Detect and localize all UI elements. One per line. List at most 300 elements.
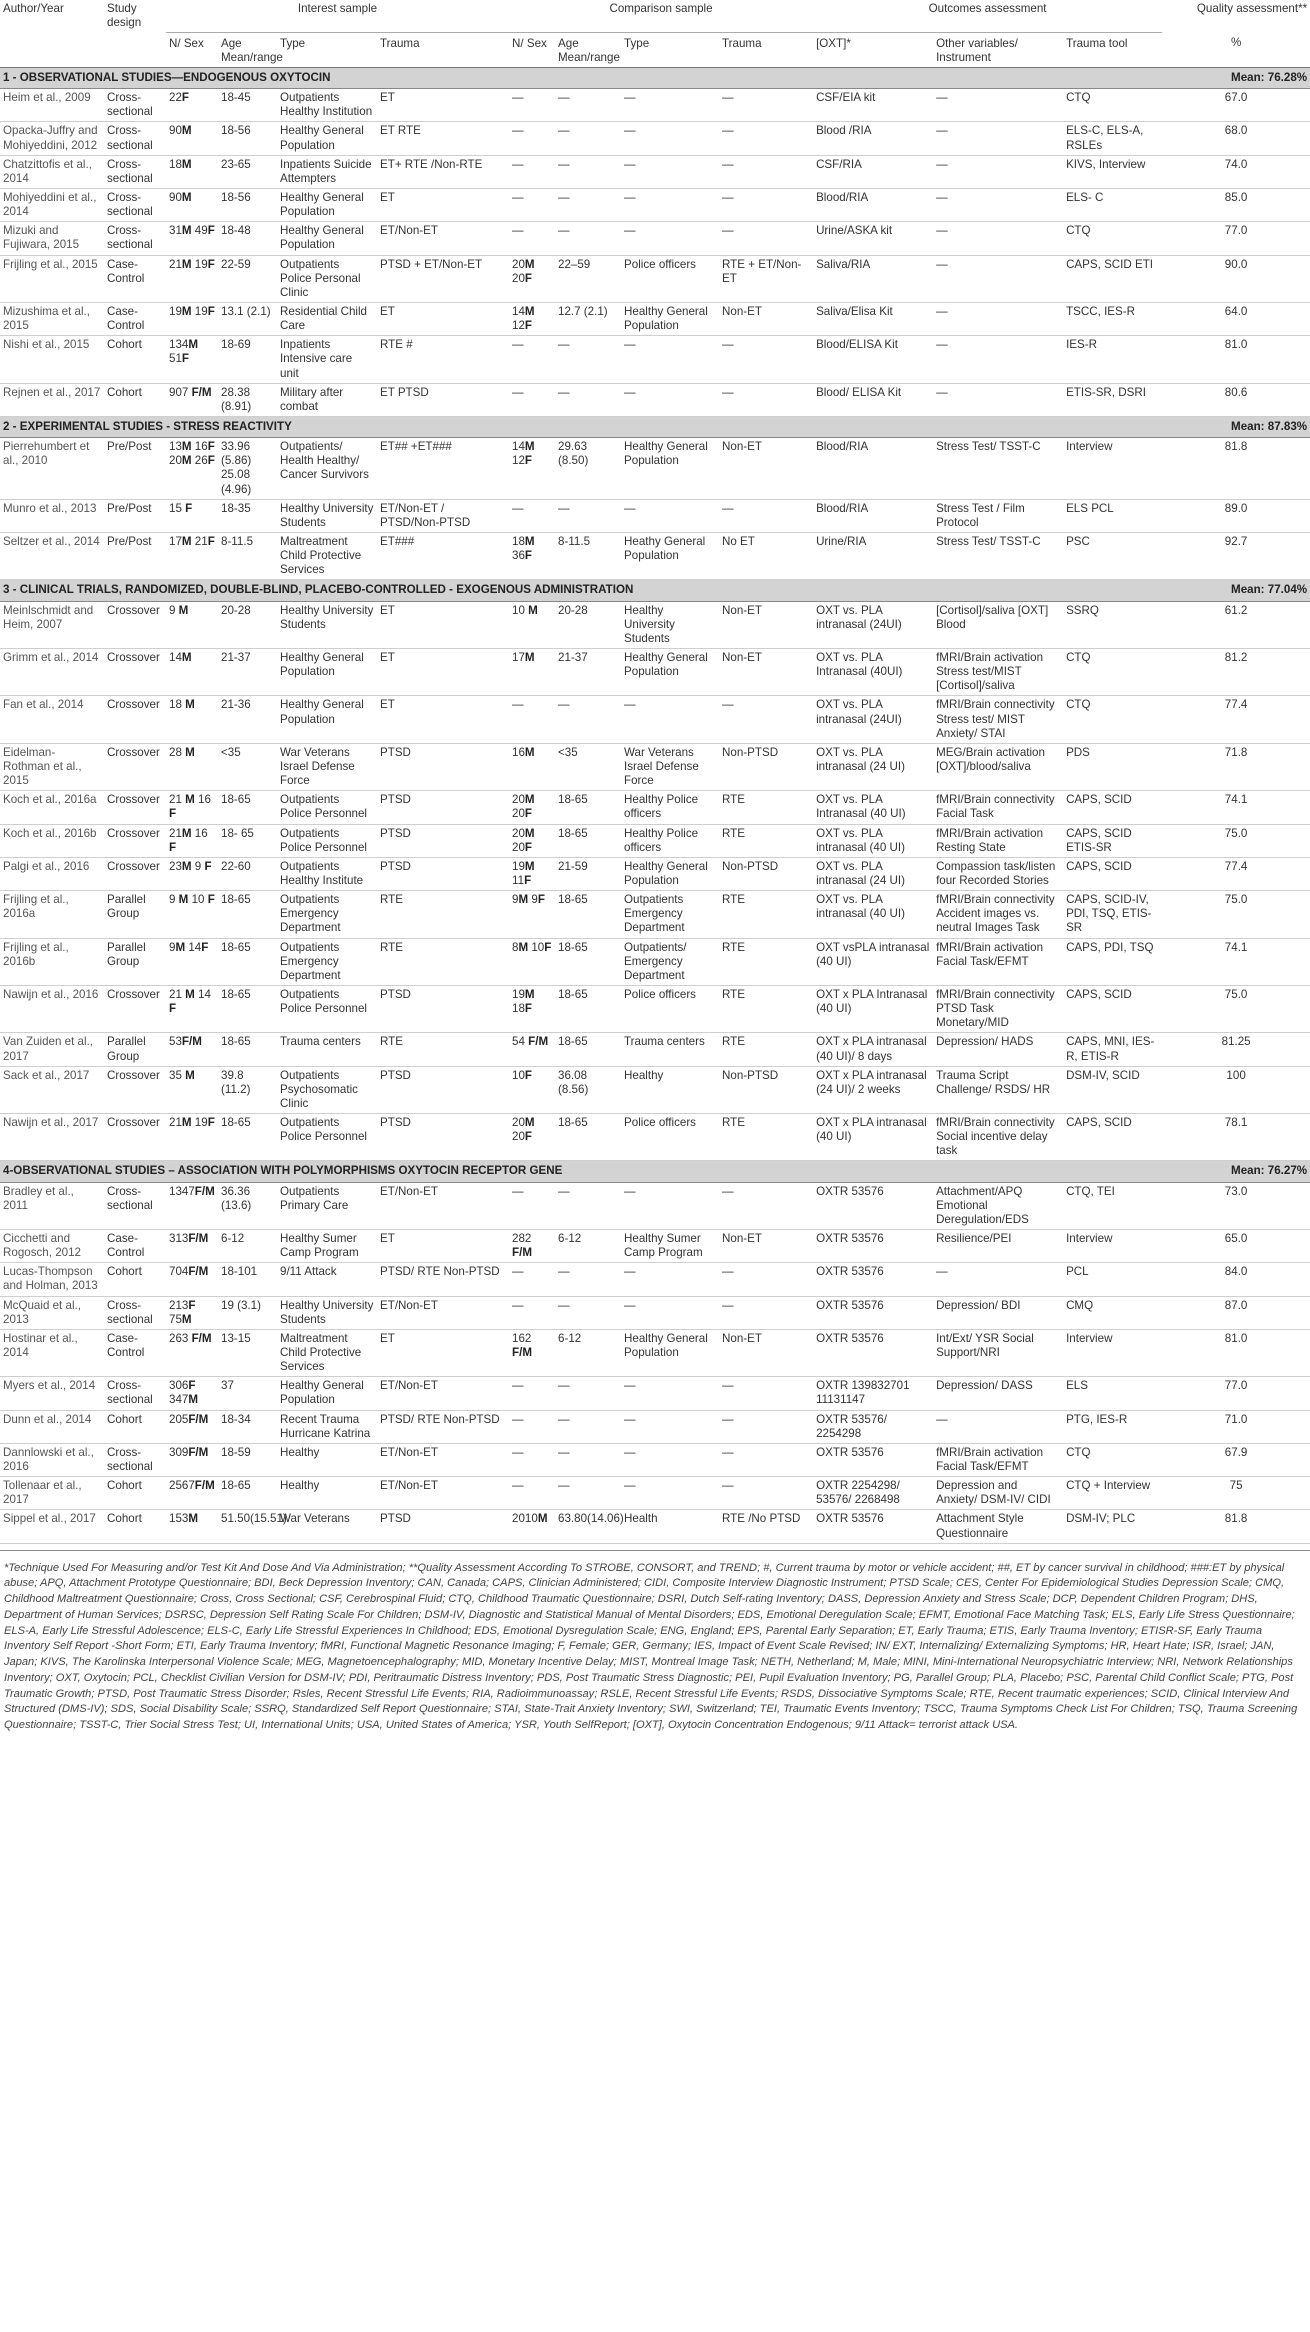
table-row [0,1477,1310,1510]
age-cell: 51.50(15.51) [218,1510,277,1543]
section-title: 2 - EXPERIMENTAL STUDIES - STRESS REACTIVITY [0,417,1063,438]
design-cell: Parallel Group [104,938,166,985]
table-row [0,791,1310,824]
comparison-type-cell: Health [621,1510,719,1543]
quality-cell: 78.1 [1162,1114,1310,1161]
header-study-design: Study design [107,2,142,30]
section-mean: Mean: 76.28% [1063,68,1310,89]
n-sex-cell: 28 M [166,743,218,790]
sex-marker: F/M [188,1232,209,1246]
comparison-age-cell: 18-65 [555,938,621,985]
footnote: *Technique Used For Measuring and/or Test Kit And Dose And Via Administration; **Quality Assessment According To STROBE, CONSORT, and TREND; #, Current trauma by motor or vehicle accident; ##, ET by cancer survival in childhood; ###:ET by physical abuse; APQ, Attachment Prototype Questionnaire; BDI, Beck Depression Inventory; CAN, Canada; CAPS, Clinician Administered; CIDI, Composite Interview Diagnostic Instrument; PTSD Scale; CES, Center For Epidemiological Studies Depression Scale; CMQ, Childhood Maltreatment Questionnaire; Cross, Cross Sectional; CSF, Cerebrospinal Fluid; CTQ, Childhood Traumatic Questionnaire; DSRI, Dutch Self-rating Inventory; DASS, Depression Anxiety and Stress Scale; DCP, Dependent Children Program; DHS, Department of Human Services; DSRSC, Depression Self Rating Scale For Children; DSM-IV, Diagnostic and Statistical Manual of Mental Disorders; EDS, Emotional Deregulation Scale; EFMT, Emotional Face Matching Task; ELS, Early Life Stress Questionnaire; ELS-A, Early Life Stressful Adolescence; ELS-C, Early Life Stressful Experiences In Childhood; EDS, Emotional Dysregulation Scale; ENG, England; EPS, Parental Early Separation; ET, Early Trauma; ETIS, Early Trauma Inventory; ETISR-SF, Early Trauma Inventory Self Report -Short Form; ETI, Early Trauma Inventory; fMRI, Functional Magnetic Resonance Imaging; F, Female; GER, Germany; IES, Impact of Event Scale Revised; IN/ EXT, Internalizing/ Externalizing Symptoms; HR, Heart Hate; ISR, Israel; JAN, Japan; KIVS, The Karolinska Interpersonal Violence Scale; MEG, Magnetoencephalography; MID, Monetary Incentive Delay; MIST, Montreal Image Task; NETH, Netherland; M, Male; MINI, Mini-International Neuropsychiatric Interview; NRI, Network Relationships Inventory; OXT, Oxytocin; PCL, Checklist Civilian Version for DSM-IV; PDI, Peritraumatic Distress Inventory; PDS, Post Traumatic Stress Diagnostic; PEI, Pupil Evaluation Inventory; PG, Parallel Group; PLA, Placebo; PSC, Parental Child Conflict Scale; PTG, Post Traumatic Growth; PTSD, Post Traumatic Stress Disorder; Rsles, Recent Stressful Life Events; RIA, Radioimmunoassay; RSLE, Recent Stressful Life Events; RSDS, Dissociative Symptoms Scale; RTE, Recent traumatic experiences; SCID, Clinical Interview And Structured (DMS-IV); SDS, Social Disability Scale; SSRQ, Standardized Self Report Questionnaire; STAI, State-Trait Anxiety Inventory; SWI, Switzerland; TEI, Traumatic Events Inventory; TSCC, Trauma Symptoms Check List For Children; TSQ, Trauma Screening Questionnaire; TSST-C, Trier Social Stress Test; UI, International Units; USA, United States of America; YSR, Youth SelfReport; [OXT], Oxytocin Concentration Endogenous; 9/11 Attack= terrorist attack USA. [0,1550,1310,1734]
table-row [0,1443,1310,1476]
comparison-trauma-cell: RTE [719,938,813,985]
sex-marker: F/M [194,1479,215,1493]
age-cell: 18-65 [218,938,277,985]
trauma-cell: ET/Non-ET [377,1296,509,1329]
design-cell: Crossover [104,985,166,1032]
header-trauma-tool: Trauma tool [1063,32,1162,67]
quality-cell: 77.4 [1162,857,1310,890]
trauma-tool-cell: SSRQ [1063,601,1162,648]
comparison-age-cell: 29.63 (8.50) [555,438,621,500]
comparison-type-cell: — [621,1263,719,1296]
comparison-trauma-cell: — [719,696,813,743]
age-cell: 18-56 [218,122,277,155]
sex-marker: F/M [188,1265,209,1279]
comparison-age-cell: 18-65 [555,1033,621,1066]
other-variables-cell: Stress Test/ TSST-C [933,438,1063,500]
design-cell: Crossover [104,601,166,648]
n-sex-cell: 13M 16F 20M 26F [166,438,218,500]
design-cell: Cohort [104,1410,166,1443]
comparison-n-sex-cell: — [509,1182,555,1229]
quality-cell: 75 [1162,1477,1310,1510]
trauma-tool-cell: ELS [1063,1377,1162,1410]
n-sex-cell: 153M [166,1510,218,1543]
comparison-type-cell: Healthy Sumer Camp Program [621,1230,719,1263]
type-cell: Maltreatment Child Protective Services [277,1329,377,1376]
sex-marker: F/M [188,1412,209,1426]
comparison-age-cell: — [555,696,621,743]
sex-marker: F [207,440,215,454]
design-cell: Pre/Post [104,438,166,500]
author-cell: Hostinar et al., 2014 [0,1329,104,1376]
other-variables-cell: — [933,222,1063,255]
design-cell: Cross-sectional [104,1296,166,1329]
table-row [0,1296,1310,1329]
sex-marker: M [524,793,535,807]
other-variables-cell: — [933,336,1063,383]
table-row [0,383,1310,416]
sex-marker: M [185,745,195,759]
age-cell: 37 [218,1377,277,1410]
trauma-cell: ET [377,601,509,648]
quality-cell: 81.8 [1162,438,1310,500]
other-variables-cell: Depression/ BDI [933,1296,1063,1329]
comparison-trauma-cell: — [719,1477,813,1510]
oxt-cell: OXT vs. PLA intranasal (24 UI) [813,857,933,890]
sex-marker: F [181,91,189,105]
sex-marker: M [181,454,192,468]
sex-marker: M [524,745,535,759]
header-type: Type [277,32,377,67]
trauma-tool-cell: CAPS, SCID-IV, PDI, TSQ, ETIS-SR [1063,891,1162,938]
table-row [0,89,1310,122]
comparison-age-cell: — [555,1377,621,1410]
trauma-cell: ET RTE [377,122,509,155]
age-cell: 13.1 (2.1) [218,303,277,336]
table-row [0,255,1310,302]
design-cell: Crossover [104,791,166,824]
oxt-cell: CSF/RIA [813,155,933,188]
age-cell: 21-37 [218,648,277,695]
trauma-tool-cell: CAPS, SCID [1063,857,1162,890]
comparison-type-cell: Outpatients/ Emergency Department [621,938,719,985]
sex-marker: M [181,1116,192,1130]
quality-cell: 75.0 [1162,824,1310,857]
header-comparison-type: Type [621,32,719,67]
comparison-trauma-cell: — [719,1296,813,1329]
oxt-cell: Blood/ELISA Kit [813,336,933,383]
quality-cell: 81.2 [1162,648,1310,695]
trauma-cell: ET/Non-ET [377,1477,509,1510]
trauma-cell: ET [377,89,509,122]
n-sex-cell: 21M 19F [166,1114,218,1161]
comparison-type-cell: War Veterans Israel Defense Force [621,743,719,790]
sex-marker: F [207,224,215,238]
sex-marker: M [181,305,192,319]
other-variables-cell: — [933,1410,1063,1443]
comparison-trauma-cell: Non-PTSD [719,743,813,790]
comparison-type-cell: — [621,155,719,188]
trauma-tool-cell: CTQ [1063,1443,1162,1476]
trauma-tool-cell: ETIS-SR, DSRI [1063,383,1162,416]
quality-cell: 74.0 [1162,155,1310,188]
table-row [0,303,1310,336]
n-sex-cell: 9 M 10 F [166,891,218,938]
comparison-type-cell: — [621,189,719,222]
quality-cell: 77.0 [1162,222,1310,255]
header-oxt: [OXT]* [813,32,933,67]
comparison-n-sex-cell: 9M 9F [509,891,555,938]
age-cell: 18-56 [218,189,277,222]
comparison-trauma-cell: RTE [719,1114,813,1161]
age-cell: 18-69 [218,336,277,383]
comparison-type-cell: Healthy General Population [621,303,719,336]
other-variables-cell: — [933,303,1063,336]
author-cell: Eidelman-Rothman et al., 2015 [0,743,104,790]
other-variables-cell: Stress Test/ TSST-C [933,533,1063,580]
comparison-age-cell: — [555,336,621,383]
comparison-trauma-cell: RTE [719,985,813,1032]
n-sex-cell: 17M 21F [166,533,218,580]
trauma-cell: ET/Non-ET [377,1443,509,1476]
other-variables-cell: fMRI/Brain activation Stress test/MIST [Cortisol]/saliva [933,648,1063,695]
table-row [0,743,1310,790]
author-cell: Grimm et al., 2014 [0,648,104,695]
comparison-trauma-cell: RTE [719,891,813,938]
comparison-n-sex-cell: 10 M [509,601,555,648]
author-cell: Sack et al., 2017 [0,1066,104,1113]
comparison-age-cell: 18-65 [555,824,621,857]
oxt-cell: OXTR 139832701 11131147 [813,1377,933,1410]
section-title: 1 - OBSERVATIONAL STUDIES—ENDOGENOUS OXYTOCIN [0,68,1063,89]
oxt-cell: OXTR 2254298/ 53576/ 2268498 [813,1477,933,1510]
oxt-cell: OXT vs. PLA intranasal (24UI) [813,601,933,648]
n-sex-cell: 21 M 14 F [166,985,218,1032]
section-title: 4-OBSERVATIONAL STUDIES – ASSOCIATION WITH POLYMORPHISMS OXYTOCIN RECEPTOR GENE [0,1161,1063,1182]
design-cell: Cross-sectional [104,222,166,255]
comparison-age-cell: 18-65 [555,891,621,938]
comparison-age-cell: 21-37 [555,648,621,695]
type-cell: Healthy General Population [277,1377,377,1410]
sex-marker: F [169,1002,177,1016]
quality-cell: 81.8 [1162,1510,1310,1543]
sex-marker: M [524,535,535,548]
comparison-type-cell: Heathy General Population [621,533,719,580]
design-cell: Cross-sectional [104,89,166,122]
comparison-trauma-cell: — [719,1443,813,1476]
trauma-cell: ET/Non-ET [377,1377,509,1410]
comparison-n-sex-cell: 19M 18F [509,985,555,1032]
design-cell: Case-Control [104,1230,166,1263]
quality-cell: 71.8 [1162,743,1310,790]
other-variables-cell: — [933,383,1063,416]
comparison-n-sex-cell: — [509,89,555,122]
other-variables-cell: [Cortisol]/saliva [OXT] Blood [933,601,1063,648]
trauma-cell: PTSD [377,1510,509,1543]
sex-marker: M [185,793,195,807]
sex-marker: M [518,940,529,954]
header-comparison-n-sex: N/ Sex [509,32,555,67]
type-cell: Recent Trauma Hurricane Katrina [277,1410,377,1443]
quality-cell: 87.0 [1162,1296,1310,1329]
comparison-trauma-cell: — [719,155,813,188]
comparison-trauma-cell: — [719,222,813,255]
design-cell: Pre/Post [104,533,166,580]
trauma-tool-cell: PSC [1063,533,1162,580]
comparison-trauma-cell: Non-ET [719,438,813,500]
table-row [0,601,1310,648]
table-row [0,438,1310,500]
type-cell: War Veterans Israel Defense Force [277,743,377,790]
sex-marker: F [537,893,545,907]
author-cell: Frijling et al., 2016b [0,938,104,985]
n-sex-cell: 35 M [166,1066,218,1113]
sex-marker: M [181,535,192,548]
other-variables-cell: MEG/Brain activation [OXT]/blood/saliva [933,743,1063,790]
sex-marker: F [524,271,533,285]
oxt-cell: OXT x PLA intranasal (40 UI) [813,1114,933,1161]
type-cell: Maltreatment Child Protective Services [277,533,377,580]
comparison-trauma-cell: Non-PTSD [719,857,813,890]
trauma-tool-cell: ELS- C [1063,189,1162,222]
sex-marker: F [524,840,533,854]
trauma-cell: ET/Non-ET [377,222,509,255]
author-cell: Koch et al., 2016b [0,824,104,857]
trauma-tool-cell: ELS PCL [1063,499,1162,532]
oxt-cell: OXTR 53576 [813,1230,933,1263]
comparison-type-cell: — [621,1296,719,1329]
trauma-tool-cell: DSM-IV; PLC [1063,1510,1162,1543]
comparison-n-sex-cell: — [509,1477,555,1510]
n-sex-cell: 309F/M [166,1443,218,1476]
age-cell: 18-59 [218,1443,277,1476]
table-row [0,1329,1310,1376]
comparison-trauma-cell: — [719,122,813,155]
trauma-cell: ET [377,189,509,222]
header-interest-sample: Interest sample [166,0,509,32]
comparison-trauma-cell: No ET [719,533,813,580]
author-cell: Frijling et al., 2016a [0,891,104,938]
comparison-n-sex-cell: 54 F/M [509,1033,555,1066]
sex-marker: F [188,1379,196,1393]
n-sex-cell: 21M 16 F [166,824,218,857]
comparison-n-sex-cell: — [509,383,555,416]
design-cell: Crossover [104,743,166,790]
oxt-cell: Urine/RIA [813,533,933,580]
comparison-age-cell: 36.08 (8.56) [555,1066,621,1113]
oxt-cell: OXT vs. PLA intranasal (24UI) [813,696,933,743]
other-variables-cell: — [933,122,1063,155]
type-cell: Outpatients/ Health Healthy/ Cancer Survivors [277,438,377,500]
trauma-tool-cell: CTQ [1063,222,1162,255]
trauma-cell: PTSD + ET/Non-ET [377,255,509,302]
quality-cell: 85.0 [1162,189,1310,222]
n-sex-cell: 22F [166,89,218,122]
comparison-type-cell: Healthy General Population [621,1329,719,1376]
table-row [0,336,1310,383]
comparison-age-cell: — [555,155,621,188]
comparison-n-sex-cell: 14M 12F [509,303,555,336]
n-sex-cell: 18M [166,155,218,188]
table-row [0,1033,1310,1066]
trauma-cell: PTSD [377,743,509,790]
design-cell: Cohort [104,1477,166,1510]
comparison-age-cell: — [555,1296,621,1329]
trauma-cell: RTE # [377,336,509,383]
quality-cell: 100 [1162,1066,1310,1113]
comparison-age-cell: 21-59 [555,857,621,890]
sex-marker: F/M [181,1035,202,1049]
quality-cell: 73.0 [1162,1182,1310,1229]
sex-marker: F [524,319,533,333]
age-cell: <35 [218,743,277,790]
comparison-n-sex-cell: 20M 20F [509,1114,555,1161]
age-cell: 18-65 [218,1477,277,1510]
design-cell: Cross-sectional [104,1443,166,1476]
sex-marker: F/M [512,1246,532,1260]
trauma-tool-cell: DSM-IV, SCID [1063,1066,1162,1113]
oxt-cell: OXTR 53576 [813,1263,933,1296]
sex-marker: F [544,940,552,954]
comparison-type-cell: — [621,1477,719,1510]
table-row [0,1410,1310,1443]
design-cell: Cross-sectional [104,122,166,155]
table-row [0,648,1310,695]
quality-cell: 61.2 [1162,601,1310,648]
table-row [0,1510,1310,1543]
header-quality-assessment: Quality assessment** [1196,2,1308,15]
comparison-age-cell: 18-65 [555,791,621,824]
author-cell: Nawijn et al., 2017 [0,1114,104,1161]
trauma-cell: PTSD [377,824,509,857]
trauma-tool-cell: CTQ [1063,648,1162,695]
comparison-trauma-cell: — [719,1377,813,1410]
sex-marker: M [185,1068,195,1082]
header-comparison-age: Age Mean/range [555,32,621,67]
trauma-cell: ET [377,696,509,743]
sex-marker: F [207,893,215,907]
trauma-cell: ET/Non-ET / PTSD/Non-PTSD [377,499,509,532]
trauma-cell: PTSD [377,791,509,824]
sex-marker: F/M [188,1445,209,1459]
comparison-trauma-cell: — [719,383,813,416]
other-variables-cell: — [933,155,1063,188]
trauma-cell: ET### [377,533,509,580]
table-row [0,1066,1310,1113]
trauma-tool-cell: PCL [1063,1263,1162,1296]
author-cell: Seltzer et al., 2014 [0,533,104,580]
sex-marker: M [178,893,189,907]
table-row [0,938,1310,985]
type-cell: Outpatients Emergency Department [277,938,377,985]
sex-marker: M [181,124,192,138]
table-row [0,155,1310,188]
author-cell: Meinlschmidt and Heim, 2007 [0,601,104,648]
type-cell: Healthy University Students [277,1296,377,1329]
sex-marker: M [518,893,529,907]
table-row [0,189,1310,222]
comparison-trauma-cell: RTE /No PTSD [719,1510,813,1543]
other-variables-cell: — [933,189,1063,222]
n-sex-cell: 263 F/M [166,1329,218,1376]
comparison-type-cell: Healthy Police officers [621,791,719,824]
trauma-tool-cell: Interview [1063,1329,1162,1376]
sex-marker: F [524,873,532,887]
type-cell: Outpatients Healthy Institute [277,857,377,890]
sex-marker: F [185,501,193,515]
comparison-trauma-cell: RTE + ET/Non-ET [719,255,813,302]
sex-marker: M [181,440,192,454]
author-cell: Heim et al., 2009 [0,89,104,122]
type-cell: Healthy General Population [277,122,377,155]
oxt-cell: CSF/EIA kit [813,89,933,122]
comparison-trauma-cell: Non-ET [719,648,813,695]
oxt-cell: Saliva/Elisa Kit [813,303,933,336]
type-cell: Healthy General Population [277,696,377,743]
table-row [0,533,1310,580]
oxt-cell: Saliva/RIA [813,255,933,302]
n-sex-cell: 53F/M [166,1033,218,1066]
sex-marker: F/M [528,1035,549,1049]
table-row [0,824,1310,857]
comparison-type-cell: Healthy [621,1066,719,1113]
section-title: 3 - CLINICAL TRIALS, RANDOMIZED, DOUBLE-BLIND, PLACEBO-CONTROLLED - EXOGENOUS ADMINISTRATION [0,580,1063,601]
sex-marker: F [204,859,212,873]
quality-cell: 68.0 [1162,122,1310,155]
comparison-type-cell: Healthy Police officers [621,824,719,857]
author-cell: McQuaid et al., 2013 [0,1296,104,1329]
trauma-cell: ET [377,1230,509,1263]
comparison-age-cell: — [555,1410,621,1443]
comparison-n-sex-cell: 19M 11F [509,857,555,890]
table-row [0,1263,1310,1296]
trauma-cell: ET [377,1329,509,1376]
trauma-tool-cell: KIVS, Interview [1063,155,1162,188]
comparison-age-cell: 8-11.5 [555,533,621,580]
comparison-age-cell: — [555,1477,621,1510]
sex-marker: F [524,1068,533,1082]
comparison-type-cell: Outpatients Emergency Department [621,891,719,938]
oxt-cell: OXT vs. PLA Intranasal (40UI) [813,648,933,695]
table-body [0,68,1310,1544]
sex-marker: M [181,826,192,840]
sex-marker: F/M [191,385,212,399]
design-cell: Crossover [104,824,166,857]
header-other-variables: Other variables/ Instrument [933,32,1063,67]
comparison-trauma-cell: — [719,499,813,532]
sex-marker: M [524,257,535,271]
comparison-age-cell: — [555,1263,621,1296]
trauma-cell: ET [377,648,509,695]
oxt-cell: OXT x PLA intranasal (24 UI)/ 2 weeks [813,1066,933,1113]
trauma-tool-cell: CTQ, TEI [1063,1182,1162,1229]
comparison-trauma-cell: — [719,1410,813,1443]
comparison-trauma-cell: — [719,89,813,122]
trauma-cell: ET [377,303,509,336]
comparison-type-cell: Police officers [621,255,719,302]
